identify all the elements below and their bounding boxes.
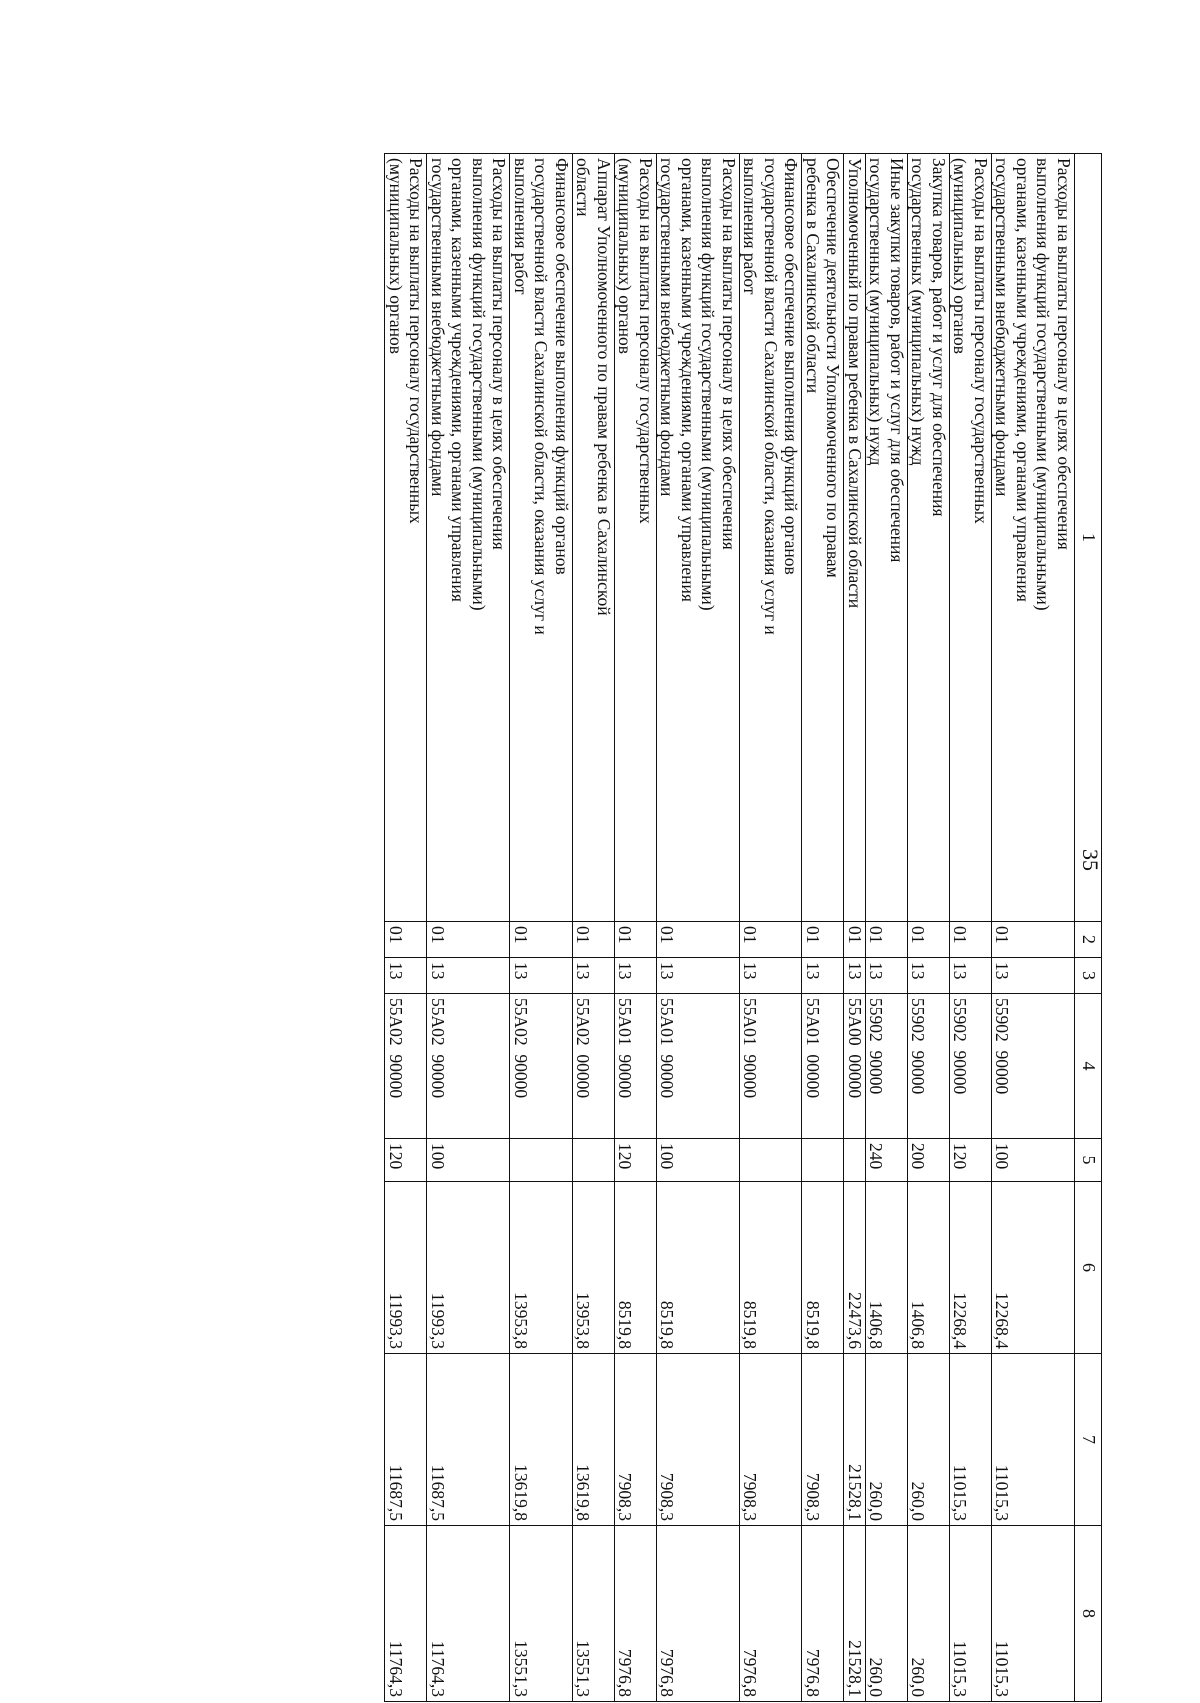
expense-type-code bbox=[740, 1139, 803, 1182]
amount-col-6: 8519,8 bbox=[802, 1182, 844, 1354]
target-article-code: 55А02 90000 bbox=[427, 994, 510, 1139]
row-description bbox=[573, 154, 615, 922]
subsection-code: 13 bbox=[802, 958, 844, 994]
table-row bbox=[844, 154, 866, 1702]
expense-type-code: 120 bbox=[950, 1139, 992, 1182]
subsection-code: 13 bbox=[615, 958, 657, 994]
amount-col-6: 12268,4 bbox=[950, 1182, 992, 1354]
expense-type-code bbox=[510, 1139, 573, 1182]
section-code: 01 bbox=[950, 922, 992, 958]
section-code: 01 bbox=[510, 922, 573, 958]
description-line: (муниципальных) органов bbox=[386, 158, 406, 355]
subsection-code: 13 bbox=[740, 958, 803, 994]
amount-col-6: 11993,3 bbox=[385, 1182, 427, 1354]
column-header: 1 bbox=[1075, 154, 1102, 922]
amount-col-8: 11764,3 bbox=[385, 1526, 427, 1702]
row-description bbox=[844, 154, 866, 922]
expense-type-code: 100 bbox=[427, 1139, 510, 1182]
description-line: (муниципальных) органов bbox=[950, 158, 971, 355]
description-line: Закупка товаров, работ и услуг для обеспечения bbox=[929, 158, 949, 517]
amount-col-8: 7976,8 bbox=[615, 1526, 657, 1702]
expense-type-code bbox=[844, 1139, 866, 1182]
amount-col-8: 7976,8 bbox=[657, 1526, 740, 1702]
amount-col-7: 7908,3 bbox=[740, 1354, 803, 1526]
amount-col-7: 7908,3 bbox=[802, 1354, 844, 1526]
description-line: Расходы на выплаты персоналу государственных bbox=[971, 158, 991, 524]
description-line: (муниципальных) органов bbox=[615, 158, 636, 355]
amount-col-6: 1406,8 bbox=[866, 1182, 908, 1354]
table-row bbox=[908, 154, 950, 1702]
section-code: 01 bbox=[802, 922, 844, 958]
description-line: Расходы на выплаты персоналу в целях обеспечения bbox=[489, 158, 510, 550]
table-row bbox=[866, 154, 908, 1702]
expense-type-code: 120 bbox=[385, 1139, 427, 1182]
column-header: 3 bbox=[1075, 958, 1102, 994]
target-article-code: 55А01 90000 bbox=[615, 994, 657, 1139]
description-line: области bbox=[573, 158, 594, 217]
section-code: 01 bbox=[657, 922, 740, 958]
section-code: 01 bbox=[615, 922, 657, 958]
column-header: 5 bbox=[1075, 1139, 1102, 1182]
row-description bbox=[657, 154, 740, 922]
row-description bbox=[615, 154, 657, 922]
table-row bbox=[950, 154, 992, 1702]
target-article-code: 55А01 90000 bbox=[657, 994, 740, 1139]
description-line: Уполномоченный по правам ребенка в Сахалинской области bbox=[845, 158, 865, 609]
table-row bbox=[385, 154, 427, 1702]
row-description bbox=[992, 154, 1075, 922]
subsection-code: 13 bbox=[427, 958, 510, 994]
amount-col-8: 260,0 bbox=[908, 1526, 950, 1702]
expense-type-code bbox=[802, 1139, 844, 1182]
expense-type-code: 100 bbox=[657, 1139, 740, 1182]
table-row bbox=[427, 154, 510, 1702]
expense-type-code: 100 bbox=[992, 1139, 1075, 1182]
row-description bbox=[908, 154, 950, 922]
description-line: государственных (муниципальных) нужд bbox=[866, 158, 887, 466]
target-article-code: 55902 90000 bbox=[950, 994, 992, 1139]
subsection-code: 13 bbox=[385, 958, 427, 994]
table-row bbox=[740, 154, 803, 1702]
amount-col-8: 21528,1 bbox=[844, 1526, 866, 1702]
amount-col-7: 11687,5 bbox=[427, 1354, 510, 1526]
description-line: Обеспечение деятельности Уполномоченного по правам bbox=[823, 158, 844, 578]
amount-col-8: 13551,3 bbox=[510, 1526, 573, 1702]
table-row bbox=[573, 154, 615, 1702]
target-article-code: 55902 90000 bbox=[908, 994, 950, 1139]
amount-col-7: 13619,8 bbox=[510, 1354, 573, 1526]
section-code: 01 bbox=[385, 922, 427, 958]
section-code: 01 bbox=[427, 922, 510, 958]
subsection-code: 13 bbox=[844, 958, 866, 994]
subsection-code: 13 bbox=[950, 958, 992, 994]
amount-col-6: 8519,8 bbox=[740, 1182, 803, 1354]
description-line: выполнения работ bbox=[740, 158, 761, 295]
target-article-code: 55А01 00000 bbox=[802, 994, 844, 1139]
description-line: Расходы на выплаты персоналу в целях обеспечения bbox=[719, 158, 739, 550]
description-line: выполнения функций государственными (муниципальными) bbox=[698, 158, 719, 611]
column-header: 6 bbox=[1075, 1182, 1102, 1354]
amount-col-6: 12268,4 bbox=[992, 1182, 1075, 1354]
target-article-code: 55902 90000 bbox=[992, 994, 1075, 1139]
row-description bbox=[866, 154, 908, 922]
section-code: 01 bbox=[908, 922, 950, 958]
target-article-code: 55А00 00000 bbox=[844, 994, 866, 1139]
description-line: выполнения функций государственными (муниципальными) bbox=[1033, 158, 1054, 611]
target-article-code: 55902 90000 bbox=[866, 994, 908, 1139]
section-code: 01 bbox=[844, 922, 866, 958]
table-row bbox=[802, 154, 844, 1702]
description-line: выполнения функций государственными (муниципальными) bbox=[469, 158, 489, 611]
description-line: государственной власти Сахалинской области, оказания услуг и bbox=[761, 158, 781, 635]
table-row bbox=[657, 154, 740, 1702]
description-line: выполнения работ bbox=[511, 158, 531, 295]
target-article-code: 55А02 90000 bbox=[510, 994, 573, 1139]
description-line: Финансовое обеспечение выполнения функций органов bbox=[552, 158, 572, 575]
description-line: ребенка в Сахалинской области bbox=[803, 158, 823, 394]
amount-col-8: 260,0 bbox=[866, 1526, 908, 1702]
amount-col-7: 21528,1 bbox=[844, 1354, 866, 1526]
row-description bbox=[385, 154, 427, 922]
row-description bbox=[510, 154, 573, 922]
target-article-code: 55А02 00000 bbox=[573, 994, 615, 1139]
column-header: 7 bbox=[1075, 1354, 1102, 1526]
row-description bbox=[802, 154, 844, 922]
rotated-table-wrapper bbox=[142, 153, 1102, 1701]
table-header-row bbox=[1075, 154, 1102, 1702]
amount-col-8: 7976,8 bbox=[802, 1526, 844, 1702]
description-line: государственными внебюджетными фондами bbox=[657, 158, 678, 497]
description-line: Иные закупки товаров, работ и услуг для обеспечения bbox=[887, 158, 907, 563]
table-body bbox=[385, 154, 1075, 1702]
budget-table bbox=[385, 153, 1103, 1702]
subsection-code: 13 bbox=[908, 958, 950, 994]
subsection-code: 13 bbox=[992, 958, 1075, 994]
expense-type-code: 240 bbox=[866, 1139, 908, 1182]
page-number: 35 bbox=[1078, 849, 1103, 871]
amount-col-7: 260,0 bbox=[908, 1354, 950, 1526]
table-row bbox=[992, 154, 1075, 1702]
amount-col-6: 13953,8 bbox=[510, 1182, 573, 1354]
column-header: 4 bbox=[1075, 994, 1102, 1139]
section-code: 01 bbox=[992, 922, 1075, 958]
description-line: Финансовое обеспечение выполнения функций органов bbox=[781, 158, 802, 575]
amount-col-7: 260,0 bbox=[866, 1354, 908, 1526]
row-description bbox=[427, 154, 510, 922]
expense-type-code: 200 bbox=[908, 1139, 950, 1182]
amount-col-8: 13551,3 bbox=[573, 1526, 615, 1702]
table-row bbox=[510, 154, 573, 1702]
description-line: государственными внебюджетными фондами bbox=[992, 158, 1013, 497]
section-code: 01 bbox=[740, 922, 803, 958]
amount-col-8: 7976,8 bbox=[740, 1526, 803, 1702]
subsection-code: 13 bbox=[657, 958, 740, 994]
expense-type-code: 120 bbox=[615, 1139, 657, 1182]
amount-col-6: 13953,8 bbox=[573, 1182, 615, 1354]
amount-col-7: 7908,3 bbox=[657, 1354, 740, 1526]
description-line: Расходы на выплаты персоналу государственных bbox=[406, 158, 427, 524]
amount-col-6: 1406,8 bbox=[908, 1182, 950, 1354]
description-line: органами, казенными учреждениями, органами управления bbox=[1013, 158, 1033, 602]
amount-col-6: 8519,8 bbox=[615, 1182, 657, 1354]
column-header: 2 bbox=[1075, 922, 1102, 958]
description-line: государственных (муниципальных) нужд bbox=[908, 158, 929, 466]
description-line: органами, казенными учреждениями, органами управления bbox=[448, 158, 469, 602]
section-code: 01 bbox=[866, 922, 908, 958]
amount-col-8: 11015,3 bbox=[950, 1526, 992, 1702]
amount-col-7: 7908,3 bbox=[615, 1354, 657, 1526]
description-line: государственными внебюджетными фондами bbox=[428, 158, 448, 497]
subsection-code: 13 bbox=[510, 958, 573, 994]
expense-type-code bbox=[573, 1139, 615, 1182]
description-line: государственной власти Сахалинской области, оказания услуг и bbox=[531, 158, 552, 635]
amount-col-7: 11015,3 bbox=[950, 1354, 992, 1526]
target-article-code: 55А02 90000 bbox=[385, 994, 427, 1139]
amount-col-6: 22473,6 bbox=[844, 1182, 866, 1354]
amount-col-7: 13619,8 bbox=[573, 1354, 615, 1526]
amount-col-6: 8519,8 bbox=[657, 1182, 740, 1354]
row-description bbox=[950, 154, 992, 922]
amount-col-6: 11993,3 bbox=[427, 1182, 510, 1354]
row-description bbox=[740, 154, 803, 922]
subsection-code: 13 bbox=[573, 958, 615, 994]
table-row bbox=[615, 154, 657, 1702]
description-line: Аппарат Уполномоченного по правам ребенка в Сахалинской bbox=[594, 158, 614, 616]
amount-col-8: 11764,3 bbox=[427, 1526, 510, 1702]
description-line: Расходы на выплаты персоналу в целях обеспечения bbox=[1054, 158, 1074, 550]
section-code: 01 bbox=[573, 922, 615, 958]
target-article-code: 55А01 90000 bbox=[740, 994, 803, 1139]
description-line: Расходы на выплаты персоналу государственных bbox=[636, 158, 656, 524]
amount-col-7: 11687,5 bbox=[385, 1354, 427, 1526]
description-line: органами, казенными учреждениями, органами управления bbox=[678, 158, 698, 602]
amount-col-8: 11015,3 bbox=[992, 1526, 1075, 1702]
amount-col-7: 11015,3 bbox=[992, 1354, 1075, 1526]
column-header: 8 bbox=[1075, 1526, 1102, 1702]
subsection-code: 13 bbox=[866, 958, 908, 994]
